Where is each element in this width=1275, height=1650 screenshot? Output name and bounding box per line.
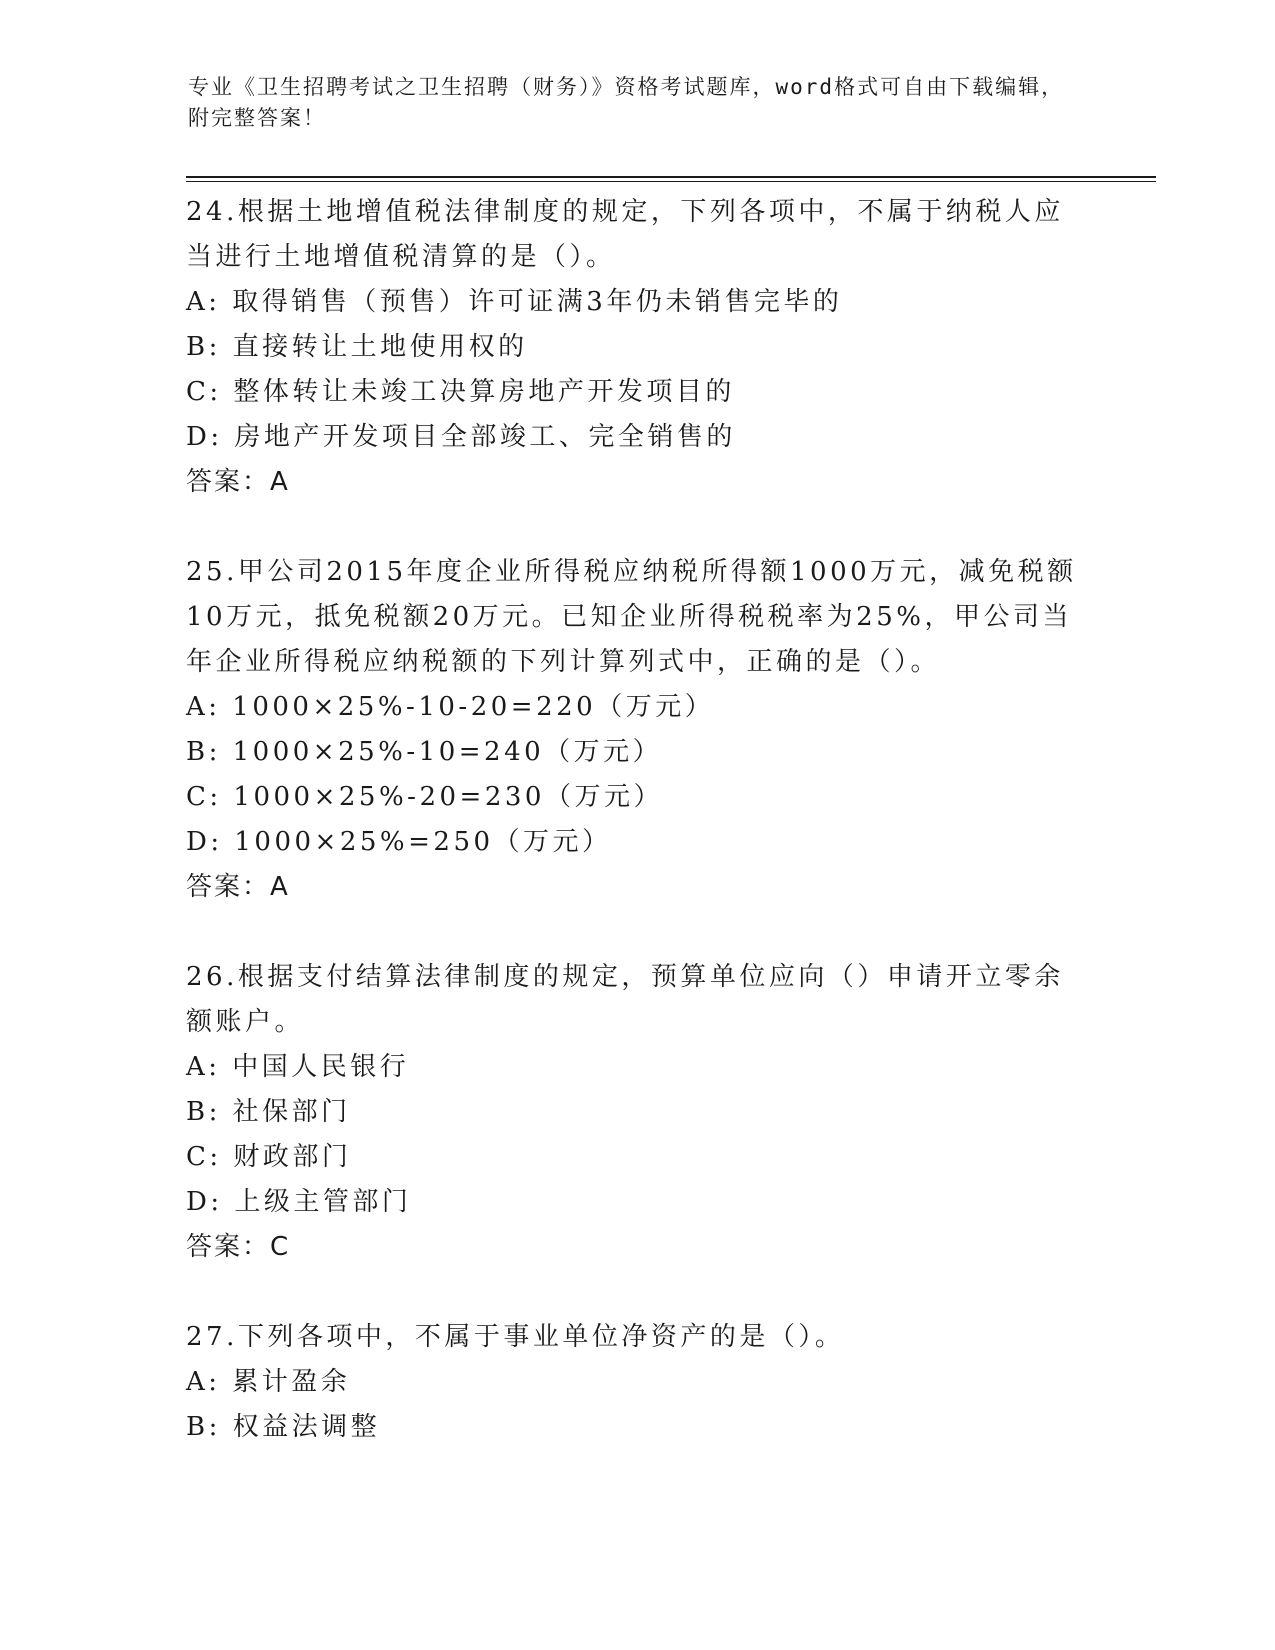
- option-a: A: 累计盈余: [186, 1367, 351, 1397]
- question-26: [186, 955, 1086, 1270]
- document-intro: 专业《卫生招聘考试之卫生招聘（财务）》资格考试题库，word格式可自由下载编辑，附完整答案！: [188, 75, 1065, 130]
- option-c: C: 1000×25%-20=230（万元）: [186, 782, 663, 812]
- option-b: B: 权益法调整: [186, 1412, 381, 1442]
- option-b: B: 直接转让土地使用权的: [186, 332, 528, 362]
- option-a: A: 取得销售（预售）许可证满3年仍未销售完毕的: [186, 287, 843, 317]
- question-stem: 25.甲公司2015年度企业所得税应纳税所得额1000万元，减免税额10万元，抵免税额20万元。已知企业所得税税率为25%，甲公司当年企业所得税应纳税额的下列计算列式中，正确的是（）。: [186, 557, 1077, 677]
- header-divider-thick: [186, 176, 1156, 178]
- header-divider-thin: [186, 181, 1156, 182]
- question-stem: 26.根据支付结算法律制度的规定，预算单位应向（）申请开立零余额账户。: [186, 962, 1064, 1037]
- answer-text: 答案：A: [186, 872, 290, 902]
- option-b: B: 社保部门: [186, 1097, 351, 1127]
- option-b: B: 1000×25%-10=240（万元）: [186, 737, 663, 767]
- question-25: [186, 550, 1086, 910]
- option-c: C: 整体转让未竣工决算房地产开发项目的: [186, 377, 735, 407]
- question-24: [186, 190, 1086, 505]
- question-stem: 27.下列各项中，不属于事业单位净资产的是（）。: [186, 1322, 845, 1352]
- question-27: [186, 1315, 1086, 1450]
- answer-text: 答案：C: [186, 1232, 291, 1262]
- answer-text: 答案：A: [186, 467, 290, 497]
- option-d: D: 1000×25%=250（万元）: [186, 827, 612, 857]
- option-d: D: 上级主管部门: [186, 1187, 412, 1217]
- option-c: C: 财政部门: [186, 1142, 352, 1172]
- question-list: [186, 190, 1086, 1495]
- question-stem: 24.根据土地增值税法律制度的规定，下列各项中，不属于纳税人应当进行土地增值税清算的是（）。: [186, 197, 1064, 272]
- option-d: D: 房地产开发项目全部竣工、完全销售的: [186, 422, 736, 452]
- option-a: A: 中国人民银行: [186, 1052, 410, 1082]
- option-a: A: 1000×25%-10-20=220（万元）: [186, 692, 715, 722]
